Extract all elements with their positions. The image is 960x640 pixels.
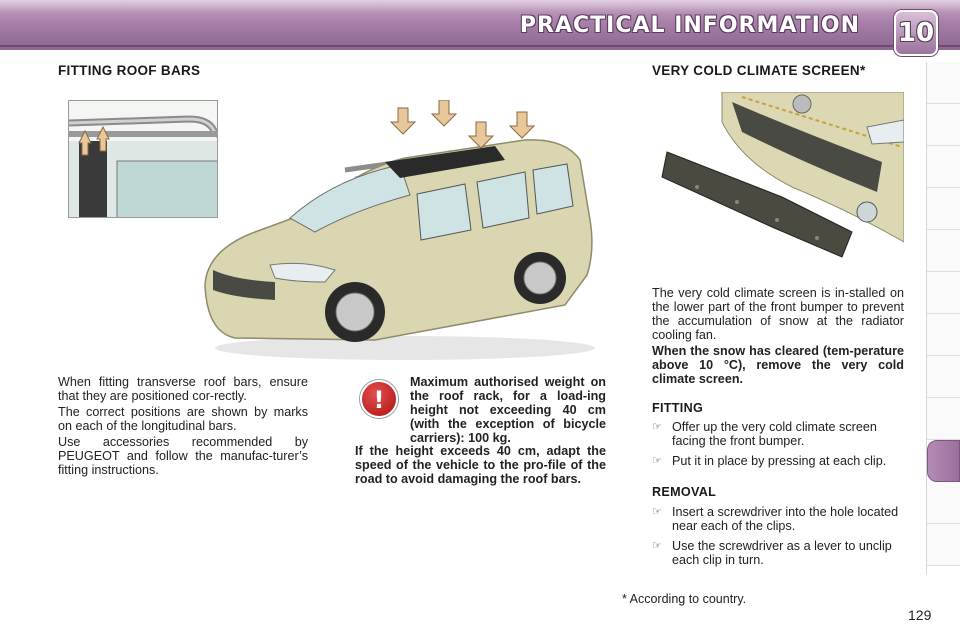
fitting-steps (652, 420, 904, 474)
exclamation-icon: ! (360, 380, 398, 418)
list-item (652, 454, 904, 468)
chapter-badge (894, 10, 938, 56)
header-shine (0, 0, 960, 12)
list-item (652, 420, 904, 448)
chapter-tab-active[interactable] (927, 440, 960, 482)
chapter-tab[interactable] (927, 188, 960, 230)
chapter-tab[interactable] (927, 62, 960, 104)
chapter-tab[interactable] (927, 482, 960, 524)
removal-steps (652, 505, 904, 573)
chapter-tab[interactable] (927, 314, 960, 356)
cold-screen-text (652, 286, 904, 388)
chapter-tabs (926, 62, 960, 574)
cold-screen-heading: VERY COLD CLIMATE SCREEN* (652, 63, 866, 78)
page-header (0, 0, 960, 50)
list-item (652, 539, 904, 567)
roof-bars-heading: FITTING ROOF BARS (58, 63, 201, 78)
cold-screen-removal-note: When the snow has cleared (tem-perature above 10 °C), remove the very cold climate screen. (652, 344, 904, 386)
roof-bars-paragraph: When fitting transverse roof bars, ensure that they are positioned cor-rectly. (58, 375, 308, 403)
roof-bars-paragraph: Use accessories recommended by PEUGEOT and follow the manufac-turer’s fitting instructions. (58, 435, 308, 477)
height-warning: If the height exceeds 40 cm, adapt the speed of the vehicle to the pro-file of the road to avoid damaging the roof bars. (355, 444, 606, 486)
cold-screen-intro: The very cold climate screen is in-stalled on the lower part of the front bumper to prevent the accumulation of snow at the radiator cooling fan. (652, 286, 904, 342)
list-item (652, 505, 904, 533)
removal-heading: REMOVAL (652, 485, 717, 499)
cold-climate-screen-illustration (652, 92, 904, 270)
chapter-tab[interactable] (927, 272, 960, 314)
chapter-tab[interactable] (927, 398, 960, 440)
page-title: PRACTICAL INFORMATION (519, 13, 860, 38)
pointing-hand-icon: ☞ (652, 506, 662, 518)
chapter-tab[interactable] (927, 356, 960, 398)
fitting-step: Put it in place by pressing at each clip. (672, 454, 887, 468)
page-number: 129 (908, 607, 932, 623)
fitting-step: Offer up the very cold climate screen facing the front bumper. (672, 420, 877, 448)
roof-bars-text (58, 375, 308, 479)
chapter-tab[interactable] (927, 230, 960, 272)
chapter-tab[interactable] (927, 146, 960, 188)
chapter-number: 10 (897, 18, 935, 48)
removal-step: Use the screwdriver as a lever to unclip each clip in turn. (672, 539, 892, 567)
fitting-heading: FITTING (652, 401, 704, 415)
pointing-hand-icon: ☞ (652, 455, 662, 467)
footnote: * According to country. (622, 592, 747, 606)
pointing-hand-icon: ☞ (652, 540, 662, 552)
pointing-hand-icon: ☞ (652, 421, 662, 433)
chapter-tab[interactable] (927, 524, 960, 566)
max-load-warning: Maximum authorised weight on the roof rack, for a load-ing height not exceeding 40 cm (with the exception of bicycle carriers): 100 kg. (410, 375, 606, 445)
car-roof-bars-illustration (195, 100, 600, 362)
roof-bars-paragraph: The correct positions are shown by marks on each of the longitudinal bars. (58, 405, 308, 433)
removal-step: Insert a screwdriver into the hole located near each of the clips. (672, 505, 899, 533)
chapter-tab[interactable] (927, 104, 960, 146)
header-rule (0, 45, 960, 47)
